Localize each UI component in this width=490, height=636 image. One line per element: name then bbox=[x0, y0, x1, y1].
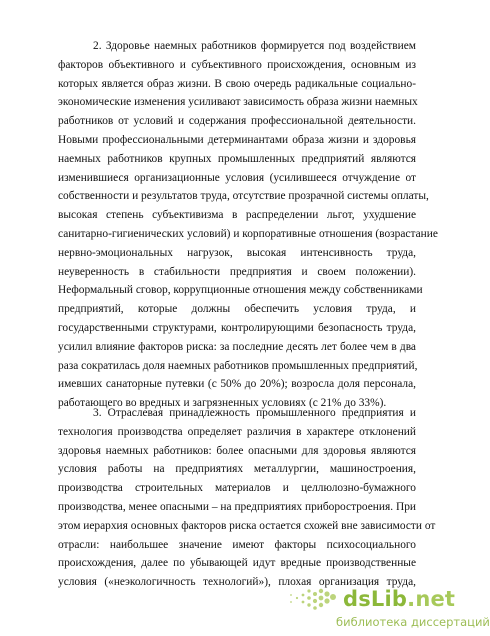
text-line: производства строительных материалов и целлюлозно-бумажного bbox=[58, 482, 416, 495]
text-line: имевших санаторные путевки (с 50% до 20%); возросла доля персонала, bbox=[58, 378, 416, 391]
text-line: наемных работников крупных промышленных предприятий являются bbox=[58, 152, 416, 165]
text-line: государственными структурами, контролирующими безопасность труда, bbox=[58, 321, 416, 334]
text-line: Неформальный сговор, коррупционные отношения между собственниками bbox=[58, 284, 423, 297]
text-line: усилил влияние факторов риска: за последние десять лет более чем в два bbox=[58, 340, 416, 353]
text-line: высокая степень субъективизма в распределении льгот, ухудшение bbox=[58, 209, 416, 222]
text-line: работающего во вредных и загрязненных условиях (с 21% до 33%). bbox=[58, 397, 387, 410]
watermark-domain-tld: .net bbox=[407, 587, 456, 611]
text-line: факторов объективного и субъективного происхождения, основным из bbox=[58, 58, 416, 71]
paragraph-3 bbox=[58, 404, 436, 589]
dslib-logo-icon bbox=[281, 587, 339, 627]
text-line: Новыми профессиональными детерминантами образа жизни и здоровья bbox=[58, 133, 416, 146]
text-line: раза сократилась доля наемных работников промышленных предприятий, bbox=[58, 359, 418, 372]
watermark-domain-main: dsLib bbox=[343, 587, 408, 611]
text-line: неуверенность в стабильности предприятия и своем положении). bbox=[58, 265, 416, 278]
text-line: производства, менее опасными – на предприятиях приборостроения. При bbox=[58, 500, 416, 513]
text-line: санитарно-гигиенических условий) и корпоративные отношения (возрастание bbox=[58, 227, 438, 240]
text-line: 2. Здоровье наемных работников формируется под воздействием bbox=[93, 40, 416, 52]
text-line: 3. Отраслевая принадлежность промышленного предприятия и bbox=[93, 407, 416, 419]
text-line: экономические изменения усиливают зависимость образа жизни наемных bbox=[58, 96, 418, 109]
watermark-domain bbox=[343, 587, 455, 611]
text-line: изменившиеся организационные условия (усилившееся отчуждение от bbox=[58, 171, 416, 184]
text-line: собственности и результатов труда, отсутствие прозрачной системы оплаты, bbox=[58, 190, 429, 203]
watermark-caption: библиотека диссертаций bbox=[336, 615, 490, 629]
text-line: нервно-эмоциональных нагрузок, высокая интенсивность труда, bbox=[58, 246, 416, 259]
text-line: условия работы на предприятиях металлургии, машиностроения, bbox=[58, 463, 416, 476]
text-line: происхождения, далее по убывающей идут вредные производственные bbox=[58, 557, 416, 570]
text-line: технология производства определяет различия в характере отклонений bbox=[58, 425, 416, 438]
text-line: отрасли: наибольшее значение имеют факторы психосоциального bbox=[58, 538, 416, 551]
text-line: предприятий, которые должны обеспечить условия труда, и bbox=[58, 303, 416, 316]
text-line: этом иерархия основных факторов риска остается схожей вне зависимости от bbox=[58, 519, 436, 532]
text-line: которых является образ жизни. В свою очередь радикальные социально- bbox=[58, 77, 416, 90]
text-line: работников от условий и содержания профессиональной деятельности. bbox=[58, 115, 416, 128]
text-line: условия («неэкологичность технологий»), плохая организация труда, bbox=[58, 576, 416, 589]
dslib-watermark[interactable] bbox=[281, 587, 490, 633]
paragraph-2 bbox=[58, 37, 438, 413]
text-line: здоровья наемных работников: более опасными для здоровья являются bbox=[58, 444, 416, 457]
